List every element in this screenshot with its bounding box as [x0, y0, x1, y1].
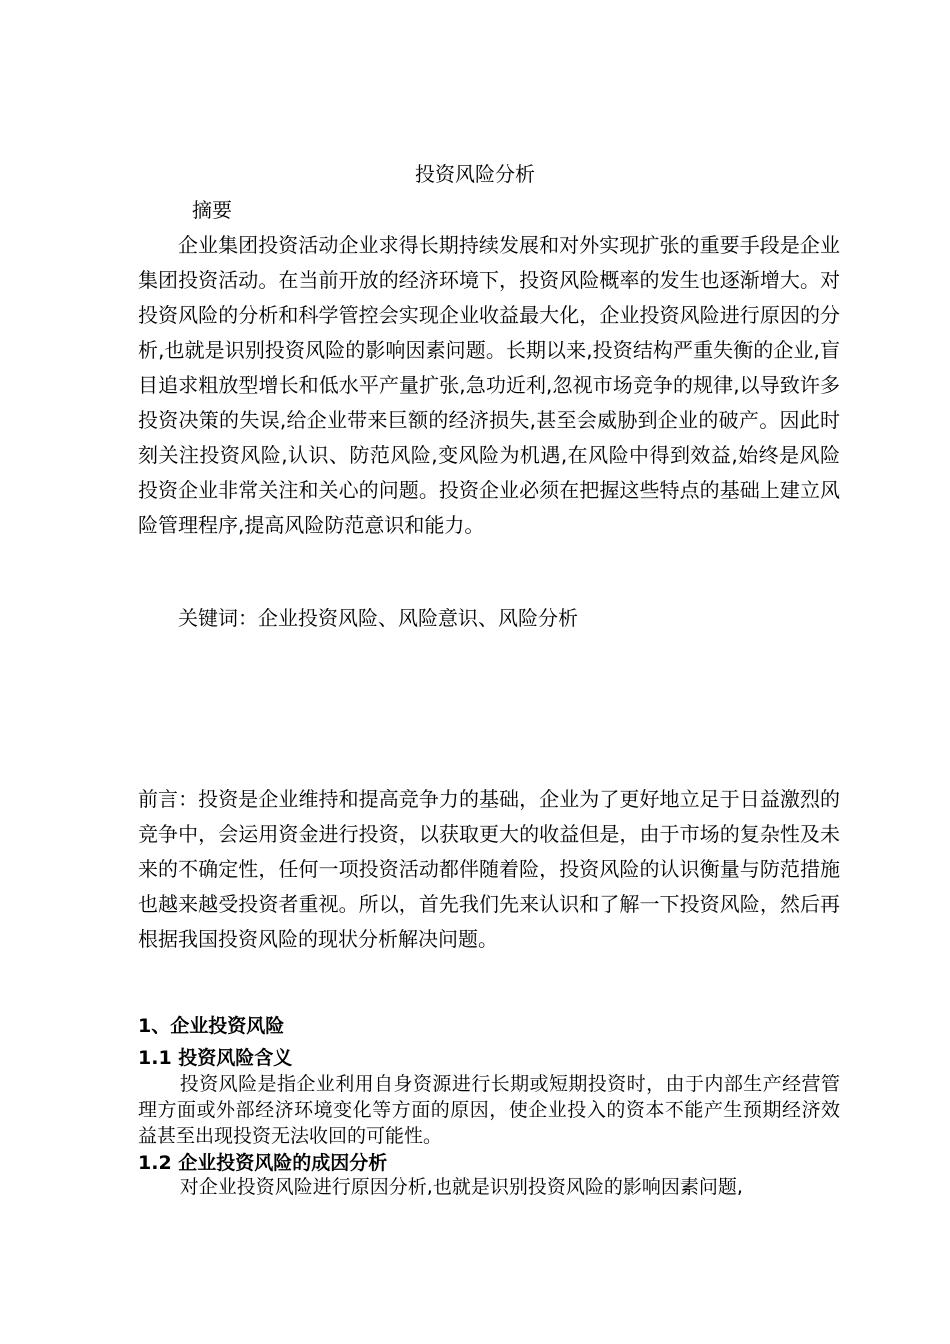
section-1-1-heading: 1.1 投资风险含义 [138, 1047, 293, 1069]
abstract-label: 摘要 [192, 198, 232, 222]
section-1-2-heading: 1.2 企业投资风险的成因分析 [138, 1152, 388, 1174]
section-1-1-body: 投资风险是指企业利用自身资源进行长期或短期投资时，由于内部生产经营管理方面或外部经济环境变化等方面的原因，使企业投入的资本不能产生预期经济效益甚至出现投资无法收回的可能性。 [138, 1073, 840, 1147]
document-title: 投资风险分析 [415, 162, 535, 186]
section-1-2-body: 对企业投资风险进行原因分析,也就是识别投资风险的影响因素问题, [179, 1176, 743, 1198]
keywords-line: 关键词：企业投资风险、风险意识、风险分析 [178, 606, 578, 630]
section-1-heading: 1、企业投资风险 [138, 1015, 285, 1037]
abstract-body: 企业集团投资活动企业求得长期持续发展和对外实现扩张的重要手段是企业集团投资活动。在当前开放的经济环境下，投资风险概率的发生也逐渐增大。对投资风险的分析和科学管控会实现企业收益最大化，企业投资风险进行原因的分析,也就是识别投资风险的影响因素问题。长期以来,投资结构严重失衡的企业,盲目追求粗放型增长和低水平产量扩张,急功近利,忽视市场竞争的规律,以导致许多投资决策的失误,给企业带来巨额的经济损失,甚至会威胁到企业的破产。因此时刻关注投资风险,认识、防范风险,变风险为机遇,在风险中得到效益,始终是风险投资企业非常关注和关心的问题。投资企业必须在把握这些特点的基础上建立风险管理程序,提高风险防范意识和能力。 [138, 233, 840, 537]
preface-paragraph: 前言：投资是企业维持和提高竞争力的基础，企业为了更好地立足于日益激烈的竞争中，会运用资金进行投资，以获取更大的收益但是，由于市场的复杂性及未来的不确定性，任何一项投资活动都伴随着险，投资风险的认识衡量与防范措施也越来越受投资者重视。所以，首先我们先来认识和了解一下投资风险，然后再根据我国投资风险的现状分析解决问题。 [138, 787, 840, 951]
